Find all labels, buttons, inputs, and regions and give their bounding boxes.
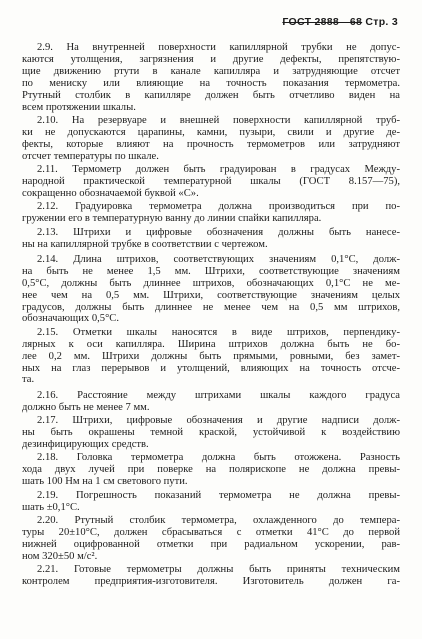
- text-line: ном 320±50 м/с².: [22, 550, 98, 562]
- paragraph: [22, 42, 400, 113]
- text-line: 2.19. Погрешность показаний термометра не должна превы-: [37, 489, 400, 501]
- body-text: [22, 42, 400, 588]
- text-line: каются утолщения, загрязнения и другие дефекты, препятствую-: [22, 53, 400, 65]
- text-line: народной практической температурной шкалы (ГОСТ 8.157—75),: [22, 175, 400, 187]
- text-line: та.: [22, 374, 35, 386]
- paragraph: [22, 254, 400, 325]
- text-line: 2.13. Штрихи и цифровые обозначения должны быть нанесе-: [37, 226, 400, 238]
- text-line: всем протяжении шкалы.: [22, 101, 136, 113]
- text-line: по мениску или влияющие на точность показания термометра.: [22, 77, 400, 89]
- text-line: 2.11. Термометр должен быть градуирован в градусах Между-: [37, 164, 400, 176]
- text-line: ных на глаз перерывов и утолщений, влияющих на точность отсче-: [22, 362, 400, 374]
- text-line: 2.10. На резервуаре и внешней поверхности капиллярной труб-: [37, 114, 400, 126]
- text-line: 2.18. Головка термометра должна быть отожжена. Разность: [37, 452, 400, 464]
- standard-number: ГОСТ 2888—68: [282, 16, 363, 28]
- paragraph: [22, 452, 400, 488]
- text-line: нижней оцифрованной отметки при радиальном ускорении, рав-: [22, 538, 400, 550]
- text-line: сокращенно обозначаемой буквой «С».: [22, 187, 199, 199]
- text-line: Ртутный столбик в капилляре должен быть отчетливо виден на: [22, 89, 400, 101]
- page-number: Стр. 3: [365, 16, 398, 28]
- paragraph: [22, 327, 400, 387]
- text-line: лее 0,2 мм. Штрихи должны быть прямыми, ровными, без замет-: [22, 350, 400, 362]
- text-line: фекты, которые влияют на прочность термометров или затрудняют: [22, 138, 400, 150]
- text-line: шать 100 Нм на 1 см светового пути.: [22, 476, 188, 488]
- paragraph: [22, 390, 400, 414]
- text-line: отсчет температуры по шкале.: [22, 150, 159, 162]
- text-line: щие движению ртути в канале капилляра и затрудняющие отсчет: [22, 65, 400, 77]
- text-line: контролем предприятия-изготовителя. Изготовитель должен га-: [22, 575, 400, 587]
- text-line: 2.9. На внутренней поверхности капиллярной трубки не допус-: [37, 42, 400, 53]
- text-line: на быть не менее 1,5 мм. Штрихи, соответствующие значениям: [22, 265, 400, 277]
- text-line: дезинфицирующих средств.: [22, 439, 149, 450]
- text-line: 2.20. Ртутный столбик термометра, охлажденного до темпера-: [37, 514, 400, 526]
- text-line: 2.14. Длина штрихов, соответствующих значениям 0,1°С, долж-: [37, 253, 400, 265]
- text-line: обозначающих 0,5°С.: [22, 313, 120, 325]
- text-line: шать ±0,1°С.: [22, 501, 80, 513]
- text-line: 0,5°С, должны быть длиннее штрихов, обозначающих 0,1°С не ме-: [22, 277, 400, 289]
- text-line: 2.12. Градуировка термометра должна производиться при по-: [37, 201, 400, 213]
- paragraph: [22, 490, 400, 514]
- page-header: [282, 16, 398, 28]
- text-line: гружении его в температурную ванну до линии спайки капилляра.: [22, 213, 322, 225]
- text-line: 2.16. Расстояние между штрихами шкалы каждого градуса: [37, 389, 400, 401]
- paragraph: [22, 164, 400, 200]
- text-line: 2.21. Готовые термометры должны быть приняты техническим: [37, 564, 400, 576]
- text-line: должно быть не менее 7 мм.: [22, 401, 150, 413]
- paragraph: [22, 201, 400, 225]
- paragraph: [22, 415, 400, 451]
- text-line: градусов, должны быть длиннее не менее чем на 0,5 мм штрихов,: [22, 301, 400, 313]
- text-line: 2.17. Штрихи, цифровые обозначения и другие надписи долж-: [37, 415, 400, 427]
- paragraph: [22, 515, 400, 563]
- text-line: ны быть окрашены темной краской, устойчивой к воздействию: [22, 427, 400, 439]
- paragraph: [22, 564, 400, 588]
- text-line: туры 20±10°С, должен сбрасываться с отметки 41°С до первой: [22, 526, 400, 538]
- text-line: ки не допускаются царапины, камни, пузыри, свили и другие де-: [22, 126, 400, 138]
- paragraph: [22, 115, 400, 163]
- text-line: нее чем на 0,5 мм. Штрихи, соответствующие значениям целых: [22, 289, 400, 301]
- text-line: ны на капиллярной трубке в соответствии с чертежом.: [22, 238, 268, 250]
- text-line: хода двух лучей при поверке на полярископе не должна превы-: [22, 464, 400, 476]
- text-line: 2.15. Отметки шкалы наносятся в виде штрихов, перпендику-: [37, 326, 400, 338]
- text-line: лярных к оси капилляра. Ширина штрихов должна быть не бо-: [22, 338, 400, 350]
- paragraph: [22, 227, 400, 251]
